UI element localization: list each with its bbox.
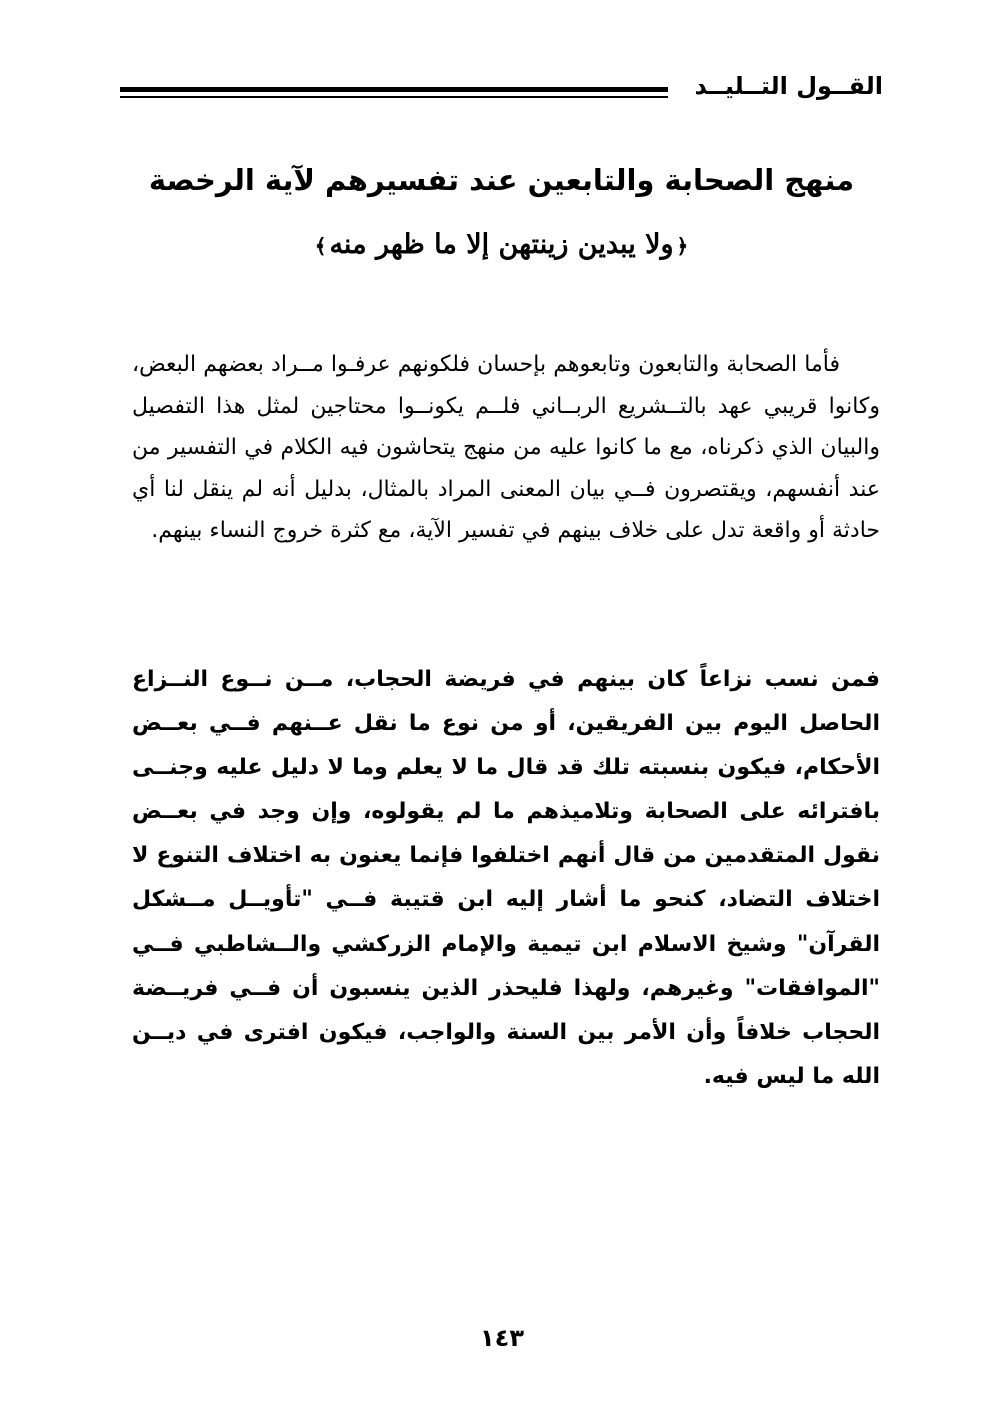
paragraph-text: فأما الصحابة والتابعون وتابعوهم بإحسان فلكونهم عرفـوا مــراد بعضهم البعض، وكانوا قريبي عهد بالتــشريع الربــاني فلــم يكونــوا محتاجين لمثل هذا التفصيل والبيان الذي ذكرناه، مع ما كانوا عليه من منهج يتحاشون فيه الكلام في التفسير من عند أنفسهم، ويقتصرون فــي بيان المعنى المراد بالمثال، بدليل أنه لم ينقل لنا أي حادثة أو واقعة تدل على خلاف بينهم في تفسير الآية، مع كثرة خروج النساء بينهم. xyxy=(132,352,880,544)
paragraph-text: فمن نسب نزاعاً كان بينهم في فريضة الحجاب، مــن نــوع النــزاع الحاصل اليوم بين الفريقين، أو من نوع ما نقل عــنهم فــي بعــض الأحكام، فيكون بنسبته تلك قد قال ما لا يعلم وما لا دليل عليه وجنــى بافترائه على الصحابة وتلاميذهم ما لم يقولوه، وإن وجد في بعــض نقول المتقدمين من قال أنهم اختلفوا فإنما يعنون به اختلاف التنوع لا اختلاف التضاد، كنحو ما أشار إليه ابن قتيبة فــي "تأويــل مــشكل القرآن" وشيخ الاسلام ابن تيمية والإمام الزركشي والــشاطبي فــي "الموافقات" وغيرهم، ولهذا فليحذر الذين ينسبون أن فــي فريــضة الحجاب خلافاً وأن الأمر بين السنة والواجب، فيكون افترى في ديــن الله ما ليس فيه. xyxy=(132,667,880,1089)
page-number: ١٤٣ xyxy=(480,1324,524,1352)
body-paragraph-plain xyxy=(132,344,880,552)
header-rule-thick xyxy=(120,87,668,92)
ornate-bracket-open-icon: ﴿ xyxy=(676,233,689,258)
ornate-bracket-close-icon: ﴾ xyxy=(314,233,327,258)
verse-text: ولا يبدين زينتهن إلا ما ظهر منه xyxy=(329,229,674,260)
body-paragraph-bold xyxy=(132,658,880,1099)
running-title: القــول التــليــد xyxy=(694,72,883,100)
running-header xyxy=(120,66,883,106)
verse-line xyxy=(120,220,883,271)
header-rule-thin xyxy=(120,96,668,98)
chapter-title: منهج الصحابة والتابعين عند تفسيرهم لآية الرخصة xyxy=(148,163,855,197)
